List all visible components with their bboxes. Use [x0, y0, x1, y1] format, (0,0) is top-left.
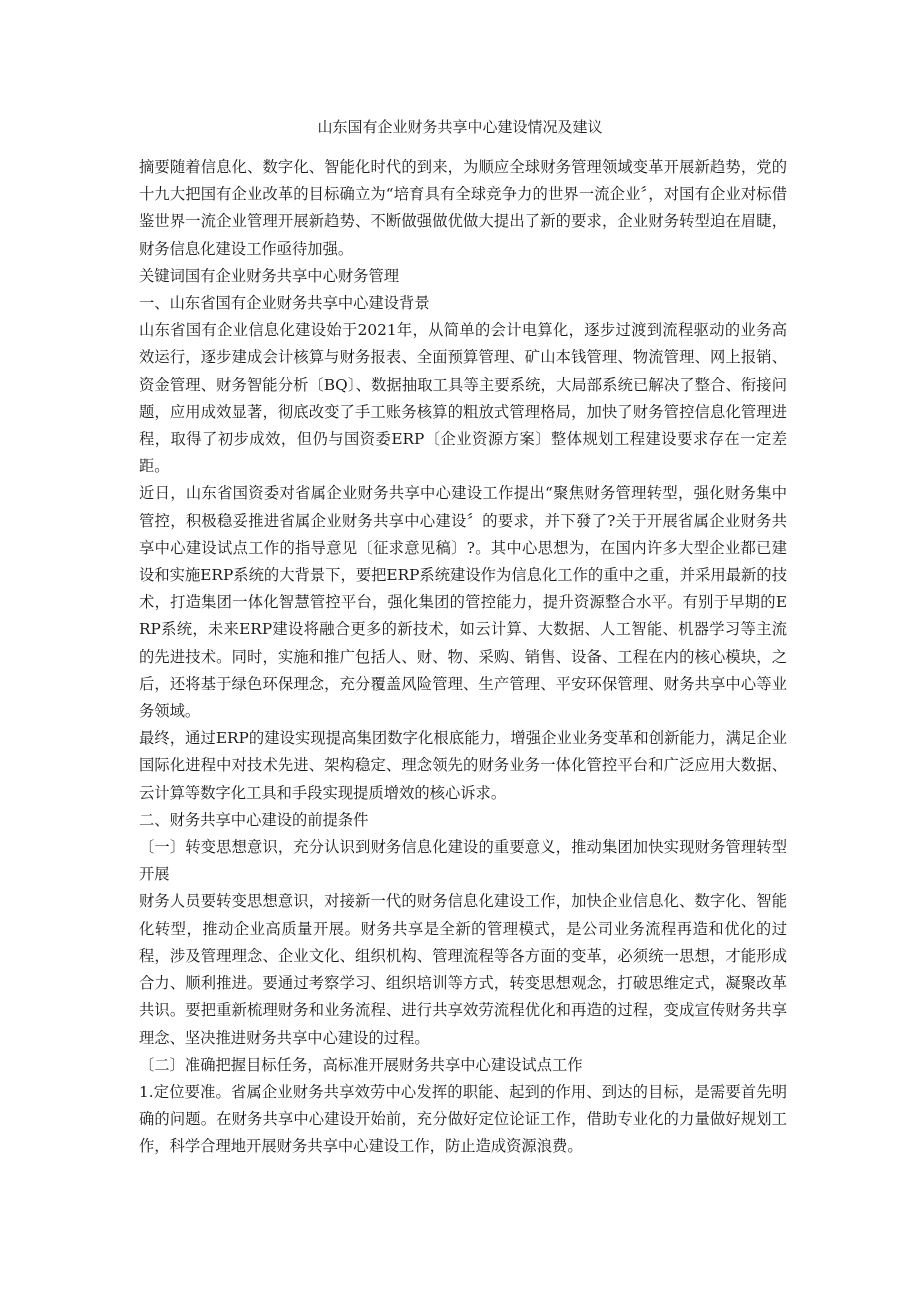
subsection-heading-1: 〔一〕转变思想意识，充分认识到财务信息化建设的重要意义，推动集团加快实现财务管理转型开展 [139, 838, 787, 884]
keywords-line: 关键词国有企业财务共享中心财务管理 [139, 266, 400, 285]
body-paragraph: 山东省国有企业信息化建设始于2021年，从简单的会计电算化，逐步过渡到流程驱动的业务高效运行，逐步建成会计核算与财务报表、全面预算管理、矿山本钱管理、物流管理、网上报销、资金管理、财务智能分析〔BQ〕、数据抽取工具等主要系统，大局部系统已解决了整合、衔接问题，应用成效显著，彻底改变了手工账务核算的粗放式管理格局，加快了财务管控信息化管理进程，取得了初步成效，但仍与国资委ERP〔企业资源方案〕整体规划工程建设要求存在一定差距。 [139, 321, 787, 476]
document-body [139, 154, 787, 1161]
body-paragraph: 近日，山东省国资委对省属企业财务共享中心建设工作提出“聚焦财务管理转型，强化财务集中管控，积极稳妥推进省属企业财务共享中心建设〞的要求，并下發了?关于开展省属企业财务共享中心建设试点工作的指导意见〔征求意见稿〕?。其中心思想为，在国内许多大型企业都已建设和实施ERP系统的大背景下，要把ERP系统建设作为信息化工作的重中之重，并采用最新的技术，打造集团一体化智慧管控平台，强化集团的管控能力，提升资源整合水平。有别于早期的ERP系统，未来ERP建设将融合更多的新技术，如云计算、大数据、人工智能、机器学习等主流的先进技术。同时，实施和推广包括人、财、物、采购、销售、设备、工程在内的核心模块，之后，还将基于绿色环保理念，充分覆盖风险管理、生产管理、平安环保管理、财务共享中心等业务领域。 [139, 484, 787, 721]
section-heading-1: 一、山东省国有企业财务共享中心建设背景 [139, 294, 430, 313]
body-paragraph: 财务人员要转变思想意识，对接新一代的财务信息化建设工作，加快企业信息化、数字化、智能化转型，推动企业高质量开展。财务共享是全新的管理模式，是公司业务流程再造和优化的过程，涉及管理理念、企业文化、组织机构、管理流程等各方面的变革，必须统一思想，才能形成合力、顺利推进。要通过考察学习、组织培训等方式，转变思想观念，打破思维定式，凝聚改革共识。要把重新梳理财务和业务流程、进行共享效劳流程优化和再造的过程，变成宣传财务共享理念、坚决推进财务共享中心建设的过程。 [139, 892, 787, 1047]
subsection-heading-2: 〔二〕准确把握目标任务，高标准开展财务共享中心建设试点工作 [139, 1055, 583, 1074]
body-paragraph: 1.定位要准。省属企业财务共享效劳中心发挥的职能、起到的作用、到达的目标，是需要首先明确的问题。在财务共享中心建设开始前，充分做好定位论证工作，借助专业化的力量做好规划工作，科学合理地开展财务共享中心建设工作，防止造成资源浪费。 [139, 1082, 787, 1156]
abstract-paragraph: 摘要随着信息化、数字化、智能化时代的到来，为顺应全球财务管理领域变革开展新趋势，党的十九大把国有企业改革的目标确立为“培育具有全球竞争力的世界一流企业〞，对国有企业对标借鉴世界一流企业管理开展新趋势、不断做强做优做大提出了新的要求，企业财务转型迫在眉睫，财务信息化建设工作亟待加强。 [139, 158, 787, 258]
body-paragraph: 最终，通过ERP的建设实现提高集团数字化根底能力，增强企业业务变革和创新能力，满足企业国际化进程中对技术先进、架构稳定、理念领先的财务业务一体化管控平台和广泛应用大数据、云计算等数字化工具和手段实现提质增效的核心诉求。 [139, 729, 787, 802]
section-heading-2: 二、财务共享中心建设的前提条件 [139, 810, 369, 829]
document-title: 山东国有企业财务共享中心建设情况及建议 [317, 118, 603, 136]
